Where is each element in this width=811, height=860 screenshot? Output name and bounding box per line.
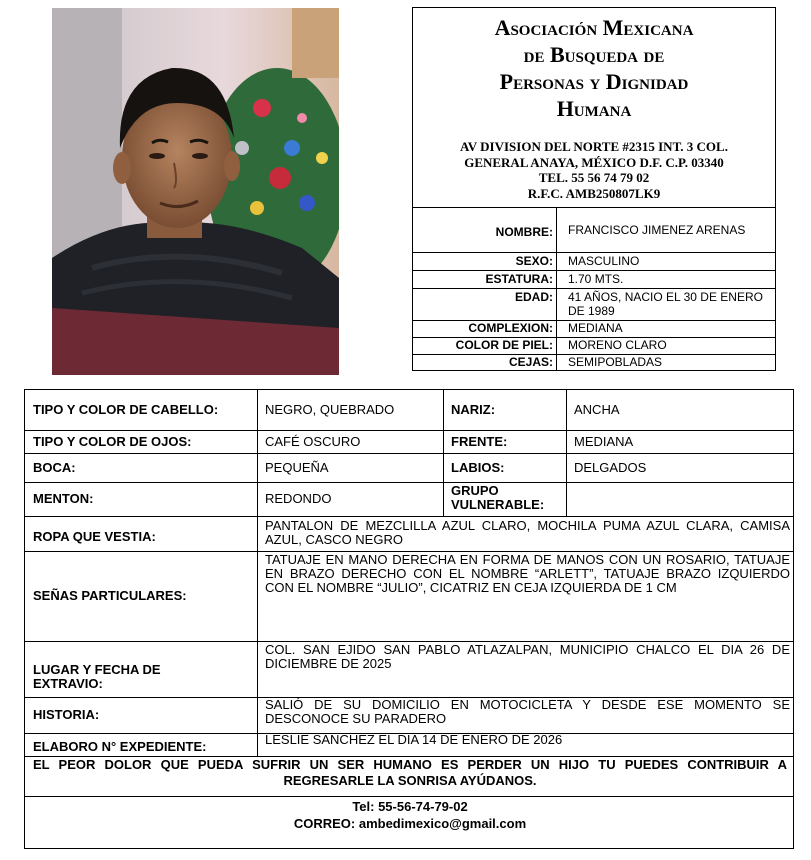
senas-value: TATUAJE EN MANO DERECHA EN FORMA DE MANOS CON UN ROSARIO, TATUAJE EN BRAZO DERECHO CON EL NOMBRE “ARLETT”, TATUAJE BRAZO IZQUIERDO CON EL NOMBRE “JULIO”, CICATRIZ EN CEJA IZQUIERDA DE 1 CM	[265, 552, 790, 595]
row-complexion	[413, 320, 775, 338]
organization-contact	[413, 139, 775, 201]
organization-name: Asociación Mexicana de Busqueda de Personas y Dignidad Humana	[494, 15, 694, 121]
row-cejas	[413, 354, 775, 372]
row-edad	[413, 288, 775, 321]
organization-address-line-2: GENERAL ANAYA, MÉXICO D.F. C.P. 03340	[464, 154, 724, 170]
nariz-label: NARIZ:	[451, 402, 496, 417]
ropa-label: ROPA QUE VESTIA:	[33, 528, 156, 544]
missing-person-photo	[52, 8, 339, 375]
historia-value: SALIÓ DE SU DOMICILIO EN MOTOCICLETA Y DESDE ESE MOMENTO SE DESCONOCE SU PARADERO	[265, 697, 790, 726]
senas-label: SEÑAS PARTICULARES:	[33, 588, 187, 603]
contact-phone: Tel: 55-56-74-79-02	[352, 798, 468, 814]
row-estatura	[413, 270, 775, 289]
boca-label: BOCA:	[33, 459, 76, 475]
lugar-label: LUGAR Y FECHA DE EXTRAVIO:	[33, 662, 161, 691]
row-piel	[413, 337, 775, 355]
grupo-vulnerable-value	[566, 482, 795, 516]
nariz-value: ANCHA	[574, 402, 620, 417]
complexion-value: MEDIANA	[556, 321, 775, 337]
row-nombre	[413, 207, 775, 253]
appeal-message: EL PEOR DOLOR QUE PUEDA SUFRIR UN SER HUMANO ES PERDER UN HIJO TU PUEDES CONTRIBUIR A REGRESARLE LA SONRISA AYÚDANOS.	[33, 757, 787, 788]
historia-label: HISTORIA:	[33, 707, 100, 722]
cabello-value: NEGRO, QUEBRADO	[265, 402, 395, 417]
labios-value: DELGADOS	[574, 459, 647, 475]
cejas-value: SEMIPOBLADAS	[556, 355, 775, 371]
ojos-value: CAFÉ OSCURO	[265, 433, 361, 449]
grupo-vulnerable-label: GRUPO VULNERABLE:	[451, 483, 545, 512]
boca-value: PEQUEÑA	[265, 459, 329, 475]
cabello-label: TIPO Y COLOR DE CABELLO:	[33, 402, 219, 417]
labios-label: LABIOS:	[451, 459, 505, 475]
frente-value: MEDIANA	[574, 433, 634, 449]
elaboro-value: LESLIE SANCHEZ EL DIA 14 DE ENERO DE 2026	[265, 732, 563, 747]
edad-label: EDAD:	[515, 290, 553, 304]
nombre-label: NOMBRE:	[495, 225, 553, 239]
organization-header	[412, 7, 776, 371]
piel-label: COLOR DE PIEL:	[455, 338, 553, 352]
estatura-value: 1.70 MTS.	[556, 271, 775, 288]
lugar-value: COL. SAN EJIDO SAN PABLO ATLAZALPAN, MUNICIPIO CHALCO EL DIA 26 DE DICIEMBRE DE 2025	[265, 642, 790, 671]
sexo-label: SEXO:	[515, 254, 553, 268]
organization-rfc: R.F.C. AMB250807LK9	[527, 185, 661, 201]
row-sexo	[413, 252, 775, 271]
details-table	[24, 389, 794, 849]
ojos-label: TIPO Y COLOR DE OJOS:	[33, 433, 192, 449]
complexion-label: COMPLEXION:	[468, 321, 553, 335]
nombre-value: FRANCISCO JIMENEZ ARENAS	[556, 208, 775, 252]
frente-label: FRENTE:	[451, 433, 508, 449]
menton-label: MENTON:	[33, 491, 94, 506]
organization-phone: TEL. 55 56 74 79 02	[538, 170, 650, 185]
sexo-value: MASCULINO	[556, 253, 775, 270]
menton-value: REDONDO	[265, 491, 332, 506]
ropa-value: PANTALON DE MEZCLILLA AZUL CLARO, MOCHILA PUMA AZUL CLARA, CAMISA AZUL, CASCO NEGRO	[265, 518, 790, 547]
piel-value: MORENO CLARO	[556, 338, 775, 354]
contact-email: CORREO: ambedimexico@gmail.com	[293, 816, 527, 831]
organization-address-line-1: AV DIVISION DEL NORTE #2315 INT. 3 COL.	[460, 139, 728, 154]
edad-value: 41 AÑOS, NACIO EL 30 DE ENERO DE 1989	[556, 289, 775, 320]
estatura-label: ESTATURA:	[485, 272, 553, 286]
elaboro-label: ELABORO N° EXPEDIENTE:	[33, 738, 207, 754]
cejas-label: CEJAS:	[508, 355, 553, 369]
